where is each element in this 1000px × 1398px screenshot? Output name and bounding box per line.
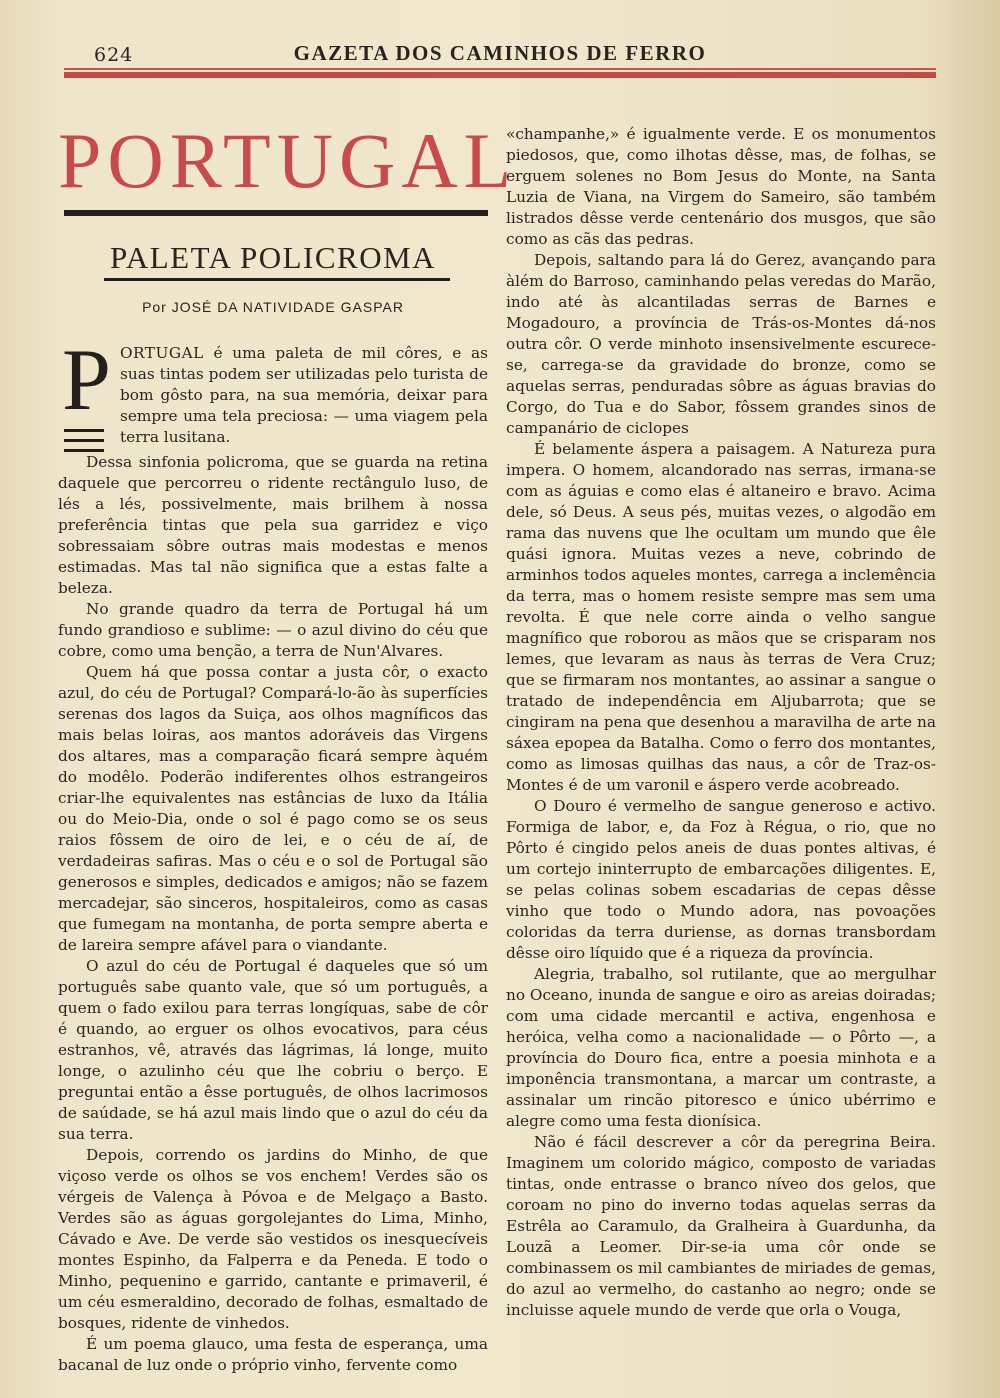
left-column (58, 117, 518, 1376)
paragraph: O azul do céu de Portugal é daqueles que só um português sabe quanto vale, que só um português, a quem o fado exilou para terras longíquas, sabe de côr é quando, ao erguer os olhos evocativos, para céus estranhos, vê, através das lágrimas, lá longe, muito longe, o azulinho céu que lhe cobriu o berço. E preguntai então a êsse português, de olhos lacrimosos de saúdade, se há azul mais lindo que o azul do céu da sua terra. (58, 957, 488, 1143)
paragraph: É um poema glauco, uma festa de esperança, uma bacanal de luz onde o próprio vinho, fervente como (58, 1335, 488, 1374)
header-rule (64, 72, 936, 78)
drop-cap-ornament (64, 429, 104, 459)
drop-cap: P (62, 332, 111, 429)
paragraph: É belamente áspera a paisagem. A Natureza pura impera. O homem, alcandorado nas serras, irmana-se com as águias e como elas é altaneiro e bravo. Acima dele, só Deus. A seus pés, muitas vezes, o algodão em rama das nuvens que lhe ocultam um mundo que êle quási ignora. Muitas vezes a neve, cobrindo de arminhos todos aqueles montes, carrega a inclemência da terra, mas o homem resiste sempre mas sem uma revolta. É que nele corre ainda o velho sangue magnífico que roborou as mãos que se crisparam nos lemes, que levaram as naus às terras de Vera Cruz; que se firmaram nos montantes, ao assinar a sangue o tratado de independência em Aljubarrota; que se cingiram na pena que desenhou a maravilha de arte na sáxea epopea da Batalha. Como o ferro dos montantes, como as limosas quilhas das naus, a côr de Traz-os-Montes é de um varonil e áspero verde acobreado. (506, 440, 936, 794)
paragraph: O Douro é vermelho de sangue generoso e activo. Formiga de labor, e, da Foz à Régua, o rio, que no Pôrto é cingido pelos aneis de duas pontes altivas, é um cortejo ininterrupto de embarcações diligentes. E, se pelas colinas sobem escadarias de cepas dêsse vinho que todo o Mundo adora, nas povoações coloridas da terra duriense, as dornas transbordam dêsse oiro líquido que é a riqueza da província. (506, 797, 936, 962)
paragraph: Dessa sinfonia policroma, que se guarda na retina daquele que percorreu o ridente rectângulo luso, de lés a lés, possivelmente, mais brilhem à nossa preferência tintas que pela sua garridez e viço sobressaiam sôbre outras mais modestas e menos estimadas. Mas tal não significa que a estas falte a beleza. (58, 453, 488, 597)
paragraph: No grande quadro da terra de Portugal há um fundo grandioso e sublime: — o azul divino do céu que cobre, como uma benção, a terra de Nun'Alvares. (58, 600, 488, 660)
paragraph-text: é uma paleta de mil côres, e as suas tintas podem ser utilizadas pelo turista de bom gôsto para, na sua memória, deixar para sempre uma tela preciosa: — uma viagem pela terra lusitana. (120, 344, 488, 446)
article-title: PORTUGAL (58, 117, 518, 204)
paragraph: Alegria, trabalho, sol rutilante, que ao mergulhar no Oceano, inunda de sangue e oiro as areias doiradas; com uma cidade mercantil e activa, engenhosa e heróica, velha como a nacionalidade — o Pôrto —, a província do Douro fica, entre a poesia minhota e a imponência transmontana, a marcar um contraste, a assinalar um rincão pitoresco e único ubérrimo e alegre como uma festa dionísica. (506, 965, 936, 1130)
lead-paragraph-block (58, 332, 488, 448)
page-header (64, 38, 936, 68)
first-word: ORTUGAL (120, 344, 204, 362)
paragraph: Não é fácil descrever a côr da peregrina Beira. Imaginem um colorido mágico, composto de variadas tintas, onde entrasse o branco níveo dos gelos, que coroam no pino do inverno todas aquelas serras da Estrêla ao Caramulo, da Gralheira à Guardunha, da Louzã a Leomer. Dir-se-ia uma côr onde se combinassem os mil cambiantes de miriades de gemas, do azul ao vermelho, do castanho ao negro; onde se incluisse aquele mundo de verde que orla o Vouga, (506, 1133, 936, 1319)
page-number: 624 (94, 44, 134, 66)
paragraph: «champanhe,» é igualmente verde. E os monumentos piedosos, que, como ilhotas dêsse, mas, de folhas, se erguem solenes no Bom Jesus do Monte, na Santa Luzia de Viana, na Virgem do Sameiro, são também listrados dêsse verde centenário dos musgos, que são como as cãs das pedras. (506, 125, 936, 248)
paragraph (120, 343, 488, 448)
title-rule (64, 210, 488, 216)
journal-title: GAZETA DOS CAMINHOS DE FERRO (293, 41, 707, 65)
header-rule-thin (64, 68, 936, 70)
article-subtitle: PALETA POLICROMA (109, 240, 437, 275)
right-column (506, 124, 936, 1321)
byline: Por JOSÉ DA NATIVIDADE GASPAR (142, 299, 404, 315)
subtitle-rule (104, 278, 450, 281)
paragraph: Depois, correndo os jardins do Minho, de que viçoso verde os olhos se vos enchem! Verdes são os vérgeis de Valença à Póvoa e de Melgaço a Basto. Verdes são as águas gorgolejantes do Lima, Minho, Cávado e Ave. De verde são vestidos os inesquecíveis montes Espinho, da Falperra e da Peneda. E todo o Minho, pequenino e garrido, cantante e primaveril, é um céu esmeraldino, decorado de folhas, esmaltado de bosques, ridente de vinhedos. (58, 1146, 488, 1332)
paragraph: Quem há que possa contar a justa côr, o exacto azul, do céu de Portugal? Compará-lo-ão às superfícies serenas dos lagos da Suiça, aos olhos magníficos das mais belas loiras, aos mantos adoráveis das Virgens dos altares, mas a comparação ficará sempre àquém do modêlo. Poderão indiferentes olhos estrangeiros criar-lhe equivalentes nas estâncias de luxo da Itália ou do Meio-Dia, onde o sol é pago como se os seus raios fôssem de oiro de lei, e o céu de aí, de verdadeiras safiras. Mas o céu e o sol de Portugal são generosos e simples, dedicados e amigos; não se fazem mercadejar, são sinceros, hospitaleiros, como as casas que fumegam na montanha, de porta sempre aberta e de lareira sempre afável para o viandante. (58, 663, 488, 954)
paragraph: Depois, saltando para lá do Gerez, avançando para àlém do Barroso, caminhando pelas veredas do Marão, indo até às alcantiladas serras de Barnes e Mogadouro, a província de Trás-os-Montes dá-nos outra côr. O verde minhoto insensivelmente escurece-se, carrega-se da gravidade do bronze, como se aquelas serras, penduradas sôbre as águas bravias do Corgo, do Tua e do Sabor, fôssem grandes sinos de campanário de ciclopes (506, 251, 936, 437)
